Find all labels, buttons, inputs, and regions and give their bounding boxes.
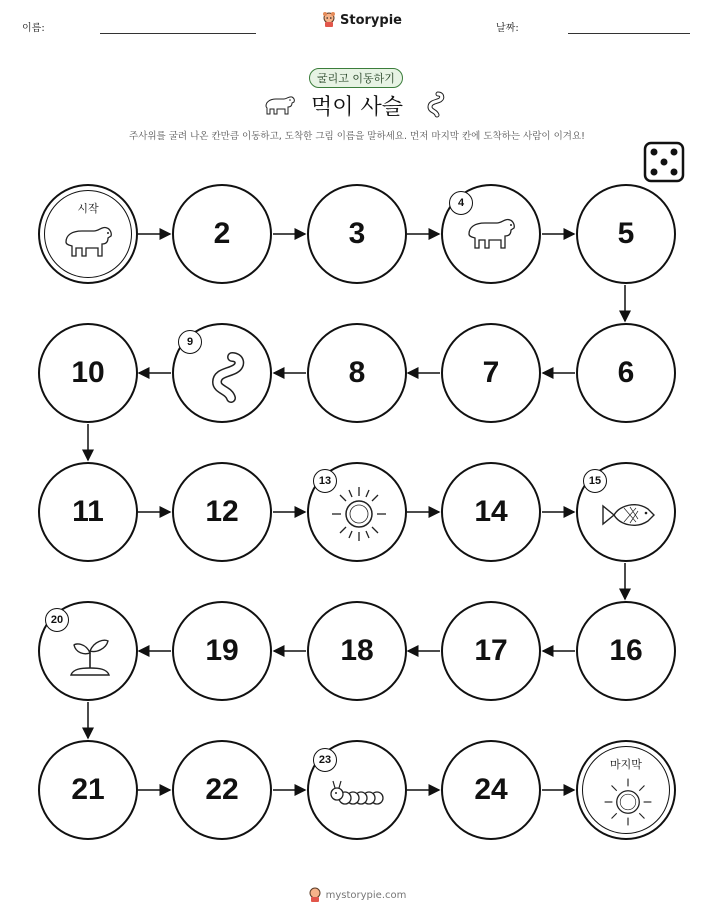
cell-number: 5 — [617, 217, 635, 250]
cell-number: 18 — [340, 634, 374, 667]
board-cell-14[interactable] — [441, 462, 541, 562]
board-cell-21[interactable] — [38, 740, 138, 840]
cell-number: 16 — [609, 634, 643, 667]
footer-url[interactable]: mystorypie.com — [325, 889, 407, 901]
board-cell-8[interactable] — [307, 323, 407, 423]
cell-number: 19 — [205, 634, 239, 667]
board-cell-17[interactable] — [441, 601, 541, 701]
board-cell-22[interactable] — [172, 740, 272, 840]
sun-icon — [602, 776, 654, 828]
board-cell-5[interactable] — [576, 184, 676, 284]
bear-icon — [62, 224, 118, 264]
board-cell-3[interactable] — [307, 184, 407, 284]
board-cell-start[interactable] — [38, 184, 138, 284]
board-cell-finish[interactable] — [576, 740, 676, 840]
storypie-mascot-icon — [308, 887, 322, 903]
name-label: 이름: — [22, 23, 45, 34]
page-title: 먹이 사슬 — [310, 95, 403, 120]
fish-icon — [600, 498, 656, 532]
cell-number: 10 — [71, 356, 105, 389]
board-cell-12[interactable] — [172, 462, 272, 562]
instructions: 주사위를 굴려 나온 칸만큼 이동하고, 도착한 그림 이름을 말하세요. 먼저 마지막 칸에 도착하는 사람이 이겨요! — [129, 131, 585, 142]
cell-badge: 9 — [178, 330, 202, 354]
cell-number: 8 — [348, 356, 366, 389]
date-label: 날짜: — [496, 23, 519, 34]
cell-number: 6 — [617, 356, 635, 389]
cell-badge: 23 — [313, 748, 337, 772]
cell-number: 3 — [348, 217, 366, 250]
bear-icon — [465, 216, 521, 256]
board-cell-7[interactable] — [441, 323, 541, 423]
cell-number: 11 — [72, 495, 104, 528]
board-cell-10[interactable] — [38, 323, 138, 423]
caterpillar-icon — [329, 778, 389, 812]
cell-number: 21 — [71, 773, 105, 806]
cell-number: 7 — [482, 356, 500, 389]
board-cell-24[interactable] — [441, 740, 541, 840]
finish-label: 마지막 — [610, 758, 642, 771]
worm-icon — [202, 349, 250, 407]
start-label: 시작 — [77, 202, 99, 215]
cell-badge: 13 — [313, 469, 337, 493]
cell-badge: 20 — [45, 608, 69, 632]
board-cell-6[interactable] — [576, 323, 676, 423]
brand-name: Storypie — [340, 12, 402, 28]
board-cell-18[interactable] — [307, 601, 407, 701]
sun-icon — [329, 484, 389, 544]
cell-number: 12 — [205, 495, 239, 528]
cell-number: 17 — [474, 634, 508, 667]
cell-number: 24 — [474, 773, 508, 806]
cell-badge: 4 — [449, 191, 473, 215]
cell-number: 22 — [205, 773, 239, 806]
cell-number: 14 — [474, 495, 508, 528]
board-cell-19[interactable] — [172, 601, 272, 701]
board-cell-16[interactable] — [576, 601, 676, 701]
cell-badge: 15 — [583, 469, 607, 493]
board-cell-11[interactable] — [38, 462, 138, 562]
cell-number: 2 — [213, 217, 231, 250]
game-type-tag: 굴리고 이동하기 — [309, 68, 403, 88]
sprout-icon — [65, 629, 115, 679]
board-cell-2[interactable] — [172, 184, 272, 284]
footer — [0, 887, 714, 903]
